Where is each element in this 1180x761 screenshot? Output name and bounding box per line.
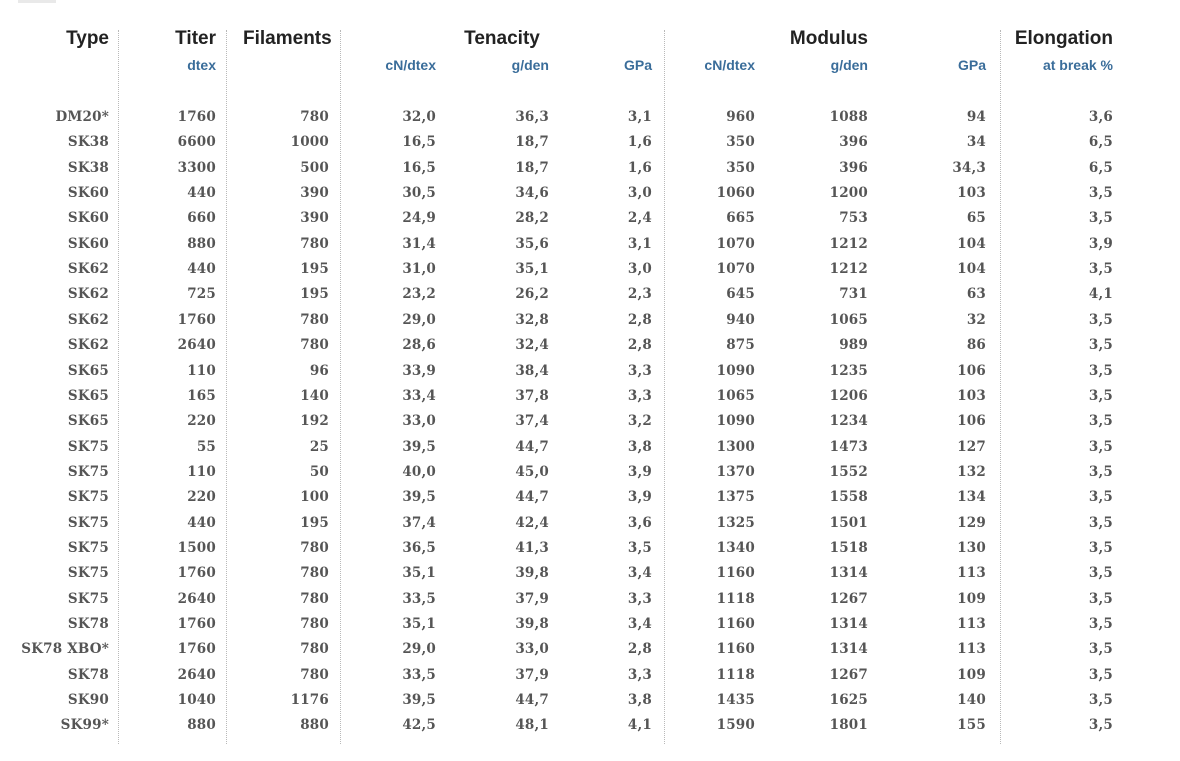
cell-modulus-gden: 1314 [829, 616, 868, 632]
cell-modulus-gden: 989 [839, 337, 868, 354]
cell-elongation: 3,5 [1088, 565, 1113, 582]
cell-tenacity-gden: 39,8 [515, 565, 549, 582]
cell-tenacity-cn: 31,4 [402, 235, 436, 252]
cell-titer: 2640 [177, 337, 216, 354]
cell-modulus-gden: 1314 [829, 641, 868, 658]
cell-modulus-cn: 1340 [716, 539, 755, 556]
cell-modulus-cn: 1090 [716, 413, 755, 430]
cell-modulus-gpa: 127 [957, 438, 986, 455]
cell-filaments: 140 [300, 387, 329, 404]
cell-elongation: 3,5 [1088, 261, 1113, 278]
cell-tenacity-gpa: 3,5 [627, 539, 652, 556]
cell-tenacity-gden: 45,0 [515, 463, 549, 480]
cell-tenacity-gpa: 2,4 [627, 210, 652, 227]
cell-filaments: 195 [300, 514, 329, 531]
cell-type: SK60 [67, 210, 109, 227]
cell-titer: 220 [187, 413, 216, 430]
cell-tenacity-gpa: 1,6 [627, 159, 652, 176]
cell-modulus-gpa: 94 [966, 109, 986, 125]
cell-tenacity-gpa: 3,9 [627, 489, 652, 506]
cell-type: SK75 [67, 565, 109, 582]
cell-titer: 6600 [177, 134, 216, 151]
cell-titer: 220 [187, 489, 216, 506]
cell-modulus-cn: 665 [726, 210, 755, 227]
cell-tenacity-cn: 35,1 [402, 616, 436, 632]
cell-modulus-cn: 1375 [716, 489, 755, 506]
cell-titer: 1500 [177, 539, 216, 556]
cell-tenacity-cn: 39,5 [402, 489, 436, 506]
cell-elongation: 3,5 [1088, 362, 1113, 379]
cell-tenacity-gden: 38,4 [515, 362, 549, 379]
cell-type: DM20* [55, 109, 109, 125]
cell-titer: 3300 [177, 159, 216, 176]
cell-tenacity-gden: 28,2 [515, 210, 549, 227]
cell-tenacity-gpa: 4,1 [627, 717, 652, 734]
cell-filaments: 390 [300, 185, 329, 202]
cell-tenacity-cn: 31,0 [402, 261, 436, 278]
cell-filaments: 780 [300, 539, 329, 556]
cell-tenacity-cn: 23,2 [402, 286, 436, 303]
cell-modulus-gden: 1234 [829, 413, 868, 430]
cell-modulus-gpa: 106 [957, 413, 986, 430]
cell-titer: 165 [187, 387, 216, 404]
cell-tenacity-gden: 37,9 [515, 666, 549, 683]
cell-modulus-cn: 1325 [716, 514, 755, 531]
cell-modulus-cn: 1300 [716, 438, 755, 455]
cell-modulus-cn: 1118 [716, 590, 755, 607]
cell-tenacity-cn: 33,5 [402, 666, 436, 683]
cell-type: SK65 [67, 413, 109, 430]
cell-tenacity-gpa: 3,4 [627, 565, 652, 582]
cell-tenacity-gpa: 2,8 [627, 641, 652, 658]
cell-elongation: 3,5 [1088, 717, 1113, 734]
cell-modulus-cn: 1160 [716, 616, 755, 632]
cell-filaments: 780 [300, 616, 329, 632]
cell-type: SK78 [67, 616, 109, 632]
cell-tenacity-gden: 44,7 [515, 692, 549, 709]
cell-tenacity-cn: 35,1 [402, 565, 436, 582]
cell-titer: 440 [187, 514, 216, 531]
cell-type: SK62 [67, 286, 109, 303]
cell-tenacity-gpa: 3,1 [627, 109, 652, 125]
cell-tenacity-gpa: 3,3 [627, 666, 652, 683]
cell-titer: 725 [187, 286, 216, 303]
cell-type: SK75 [67, 514, 109, 531]
header-filaments: Filaments [243, 28, 332, 49]
cell-tenacity-cn: 29,0 [402, 311, 436, 328]
cell-tenacity-gpa: 3,3 [627, 387, 652, 404]
column-divider [226, 30, 227, 744]
cell-tenacity-gden: 39,8 [515, 616, 549, 632]
cell-modulus-gden: 1206 [829, 387, 868, 404]
cell-modulus-gpa: 106 [957, 362, 986, 379]
cell-type: SK62 [67, 311, 109, 328]
cell-type: SK65 [67, 387, 109, 404]
cell-tenacity-gden: 42,4 [515, 514, 549, 531]
cell-titer: 1760 [177, 641, 216, 658]
cell-modulus-gpa: 34,3 [952, 159, 986, 176]
cell-elongation: 3,5 [1088, 438, 1113, 455]
cell-modulus-gpa: 140 [957, 692, 986, 709]
cell-tenacity-cn: 24,9 [402, 210, 436, 227]
cell-modulus-gpa: 63 [966, 286, 986, 303]
cell-tenacity-cn: 42,5 [402, 717, 436, 734]
cell-tenacity-cn: 39,5 [402, 692, 436, 709]
cell-titer: 2640 [177, 666, 216, 683]
cell-modulus-cn: 1370 [716, 463, 755, 480]
cell-modulus-gden: 1088 [829, 109, 868, 125]
header-modulus: Modulus [789, 28, 868, 49]
cell-tenacity-gpa: 3,0 [627, 185, 652, 202]
cell-modulus-cn: 940 [726, 311, 755, 328]
cell-modulus-gden: 1552 [829, 463, 868, 480]
cell-tenacity-gden: 35,6 [515, 235, 549, 252]
cell-filaments: 195 [300, 286, 329, 303]
cell-filaments: 780 [300, 666, 329, 683]
cell-elongation: 6,5 [1088, 134, 1113, 151]
header-titer: Titer [175, 28, 216, 49]
cell-tenacity-gpa: 3,8 [627, 438, 652, 455]
cell-modulus-gpa: 109 [957, 666, 986, 683]
cell-titer: 1760 [177, 109, 216, 125]
cell-modulus-gpa: 34 [966, 134, 986, 151]
cell-modulus-cn: 1160 [716, 565, 755, 582]
cell-modulus-gden: 396 [839, 159, 868, 176]
cell-tenacity-cn: 36,5 [402, 539, 436, 556]
subheader-tenacity-gden: g/den [511, 57, 549, 73]
cell-type: SK99* [60, 717, 109, 734]
cell-titer: 1760 [177, 565, 216, 582]
header-elongation: Elongation [1014, 28, 1113, 49]
cell-modulus-gden: 1212 [829, 261, 868, 278]
cell-filaments: 100 [300, 489, 329, 506]
cell-elongation: 3,5 [1088, 387, 1113, 404]
cell-modulus-cn: 1070 [716, 261, 755, 278]
cell-titer: 1760 [177, 616, 216, 632]
cell-modulus-cn: 1590 [716, 717, 755, 734]
cell-tenacity-gden: 18,7 [515, 159, 549, 176]
cell-modulus-cn: 1065 [716, 387, 755, 404]
cell-type: SK75 [67, 539, 109, 556]
cell-tenacity-gden: 34,6 [515, 185, 549, 202]
cell-modulus-gden: 1200 [829, 185, 868, 202]
cell-filaments: 780 [300, 337, 329, 354]
cell-modulus-gpa: 132 [957, 463, 986, 480]
cell-modulus-gden: 1518 [829, 539, 868, 556]
cell-tenacity-cn: 33,4 [402, 387, 436, 404]
cell-modulus-gpa: 86 [966, 337, 986, 354]
cell-elongation: 3,5 [1088, 463, 1113, 480]
cell-filaments: 780 [300, 590, 329, 607]
cell-tenacity-gden: 35,1 [515, 261, 549, 278]
cell-tenacity-cn: 29,0 [402, 641, 436, 658]
cell-elongation: 3,5 [1088, 210, 1113, 227]
cell-modulus-gpa: 109 [957, 590, 986, 607]
cell-filaments: 192 [300, 413, 329, 430]
cell-type: SK75 [67, 463, 109, 480]
cell-modulus-cn: 1160 [716, 641, 755, 658]
cell-tenacity-gpa: 3,3 [627, 590, 652, 607]
cell-filaments: 780 [300, 235, 329, 252]
cell-tenacity-gpa: 3,8 [627, 692, 652, 709]
header-tenacity: Tenacity [464, 28, 540, 49]
cell-filaments: 96 [309, 362, 329, 379]
cell-modulus-gpa: 103 [957, 387, 986, 404]
cell-modulus-gden: 1473 [829, 438, 868, 455]
cell-tenacity-cn: 37,4 [402, 514, 436, 531]
cell-filaments: 500 [300, 159, 329, 176]
column-divider [1000, 30, 1001, 744]
cell-tenacity-gden: 37,8 [515, 387, 549, 404]
cell-type: SK60 [67, 185, 109, 202]
cell-tenacity-cn: 16,5 [402, 134, 436, 151]
cell-modulus-gpa: 129 [957, 514, 986, 531]
cell-filaments: 1000 [290, 134, 329, 151]
cell-tenacity-gpa: 3,4 [627, 616, 652, 632]
cell-modulus-gden: 1558 [829, 489, 868, 506]
cell-tenacity-gden: 37,9 [515, 590, 549, 607]
cell-modulus-gpa: 134 [957, 489, 986, 506]
cell-modulus-gden: 1065 [829, 311, 868, 328]
subheader-elongation-unit: at break % [1042, 57, 1113, 73]
cell-tenacity-gden: 33,0 [515, 641, 549, 658]
cell-modulus-gpa: 155 [957, 717, 986, 734]
cell-titer: 880 [187, 717, 216, 734]
cell-type: SK62 [67, 261, 109, 278]
cell-modulus-cn: 350 [726, 159, 755, 176]
top-edge-mark [18, 0, 56, 3]
cell-type: SK65 [67, 362, 109, 379]
cell-modulus-gden: 1267 [829, 666, 868, 683]
cell-tenacity-cn: 33,5 [402, 590, 436, 607]
cell-modulus-gden: 1625 [829, 692, 868, 709]
cell-type: SK78 XBO* [21, 641, 109, 658]
cell-tenacity-gpa: 3,3 [627, 362, 652, 379]
cell-type: SK75 [67, 438, 109, 455]
cell-tenacity-gpa: 3,6 [627, 514, 652, 531]
subheader-modulus-gpa: GPa [957, 57, 986, 73]
cell-elongation: 3,5 [1088, 489, 1113, 506]
cell-filaments: 390 [300, 210, 329, 227]
cell-modulus-gpa: 65 [966, 210, 986, 227]
cell-filaments: 780 [300, 641, 329, 658]
cell-filaments: 880 [300, 717, 329, 734]
cell-elongation: 3,5 [1088, 666, 1113, 683]
cell-filaments: 50 [309, 463, 329, 480]
cell-tenacity-gpa: 1,6 [627, 134, 652, 151]
cell-elongation: 3,5 [1088, 185, 1113, 202]
cell-elongation: 3,5 [1088, 616, 1113, 632]
cell-titer: 1040 [177, 692, 216, 709]
cell-tenacity-cn: 39,5 [402, 438, 436, 455]
cell-type: SK62 [67, 337, 109, 354]
cell-filaments: 780 [300, 109, 329, 125]
cell-tenacity-cn: 40,0 [402, 463, 436, 480]
cell-modulus-gden: 1314 [829, 565, 868, 582]
cell-tenacity-gden: 18,7 [515, 134, 549, 151]
cell-titer: 1760 [177, 311, 216, 328]
cell-modulus-gpa: 113 [957, 565, 986, 582]
cell-tenacity-gpa: 2,3 [627, 286, 652, 303]
cell-modulus-gden: 1801 [829, 717, 868, 734]
cell-modulus-gpa: 113 [957, 641, 986, 658]
cell-modulus-gden: 396 [839, 134, 868, 151]
cell-modulus-cn: 1070 [716, 235, 755, 252]
cell-modulus-cn: 1435 [716, 692, 755, 709]
cell-modulus-gden: 1235 [829, 362, 868, 379]
cell-titer: 110 [187, 362, 216, 379]
cell-elongation: 3,5 [1088, 692, 1113, 709]
cell-modulus-cn: 1090 [716, 362, 755, 379]
cell-modulus-gden: 1501 [829, 514, 868, 531]
subheader-tenacity-gpa: GPa [623, 57, 652, 73]
cell-type: SK38 [67, 159, 109, 176]
cell-filaments: 1176 [290, 692, 329, 709]
cell-tenacity-gpa: 3,2 [627, 413, 652, 430]
cell-titer: 110 [187, 463, 216, 480]
cell-elongation: 3,5 [1088, 311, 1113, 328]
cell-modulus-gden: 753 [839, 210, 868, 227]
cell-type: SK38 [67, 134, 109, 151]
cell-tenacity-gden: 36,3 [515, 109, 549, 125]
subheader-modulus-cn: cN/dtex [704, 57, 755, 73]
cell-type: SK78 [67, 666, 109, 683]
cell-tenacity-gden: 48,1 [515, 717, 549, 734]
cell-tenacity-gden: 44,7 [515, 438, 549, 455]
subheader-tenacity-cn: cN/dtex [385, 57, 436, 73]
cell-tenacity-gpa: 3,9 [627, 463, 652, 480]
header-type: Type [66, 28, 109, 49]
cell-elongation: 3,5 [1088, 514, 1113, 531]
cell-tenacity-cn: 33,0 [402, 413, 436, 430]
cell-modulus-gden: 731 [839, 286, 868, 303]
cell-filaments: 25 [309, 438, 329, 455]
cell-tenacity-cn: 32,0 [402, 109, 436, 125]
cell-elongation: 6,5 [1088, 159, 1113, 176]
cell-tenacity-gpa: 2,8 [627, 337, 652, 354]
cell-modulus-gpa: 104 [957, 235, 986, 252]
cell-elongation: 3,5 [1088, 641, 1113, 658]
cell-modulus-gden: 1267 [829, 590, 868, 607]
cell-tenacity-gden: 32,8 [515, 311, 549, 328]
cell-tenacity-gden: 44,7 [515, 489, 549, 506]
cell-titer: 55 [196, 438, 216, 455]
cell-filaments: 780 [300, 565, 329, 582]
cell-titer: 440 [187, 261, 216, 278]
cell-modulus-gden: 1212 [829, 235, 868, 252]
cell-tenacity-cn: 30,5 [402, 185, 436, 202]
cell-elongation: 3,5 [1088, 590, 1113, 607]
cell-tenacity-cn: 33,9 [402, 362, 436, 379]
cell-tenacity-gpa: 3,1 [627, 235, 652, 252]
cell-elongation: 3,9 [1088, 235, 1113, 252]
subheader-modulus-gden: g/den [830, 57, 868, 73]
cell-tenacity-gden: 32,4 [515, 337, 549, 354]
cell-filaments: 780 [300, 311, 329, 328]
cell-type: SK60 [67, 235, 109, 252]
cell-type: SK90 [67, 692, 109, 709]
cell-modulus-gpa: 32 [966, 311, 986, 328]
cell-titer: 660 [187, 210, 216, 227]
cell-modulus-cn: 960 [726, 109, 755, 125]
cell-tenacity-cn: 28,6 [402, 337, 436, 354]
cell-modulus-cn: 875 [726, 337, 755, 354]
cell-modulus-gpa: 113 [957, 616, 986, 632]
cell-modulus-gpa: 103 [957, 185, 986, 202]
cell-elongation: 3,5 [1088, 539, 1113, 556]
subheader-titer-unit: dtex [187, 57, 216, 73]
cell-elongation: 3,5 [1088, 413, 1113, 430]
cell-modulus-gpa: 104 [957, 261, 986, 278]
cell-tenacity-gpa: 3,0 [627, 261, 652, 278]
cell-tenacity-cn: 16,5 [402, 159, 436, 176]
cell-modulus-gpa: 130 [957, 539, 986, 556]
cell-modulus-cn: 645 [726, 286, 755, 303]
cell-type: SK75 [67, 590, 109, 607]
cell-titer: 2640 [177, 590, 216, 607]
cell-titer: 880 [187, 235, 216, 252]
cell-tenacity-gpa: 2,8 [627, 311, 652, 328]
cell-modulus-cn: 350 [726, 134, 755, 151]
cell-modulus-cn: 1118 [716, 666, 755, 683]
cell-elongation: 3,6 [1088, 109, 1113, 125]
cell-elongation: 3,5 [1088, 337, 1113, 354]
cell-modulus-cn: 1060 [716, 185, 755, 202]
cell-filaments: 195 [300, 261, 329, 278]
cell-type: SK75 [67, 489, 109, 506]
cell-tenacity-gden: 26,2 [515, 286, 549, 303]
cell-tenacity-gden: 41,3 [515, 539, 549, 556]
cell-titer: 440 [187, 185, 216, 202]
cell-elongation: 4,1 [1088, 286, 1113, 303]
cell-tenacity-gden: 37,4 [515, 413, 549, 430]
